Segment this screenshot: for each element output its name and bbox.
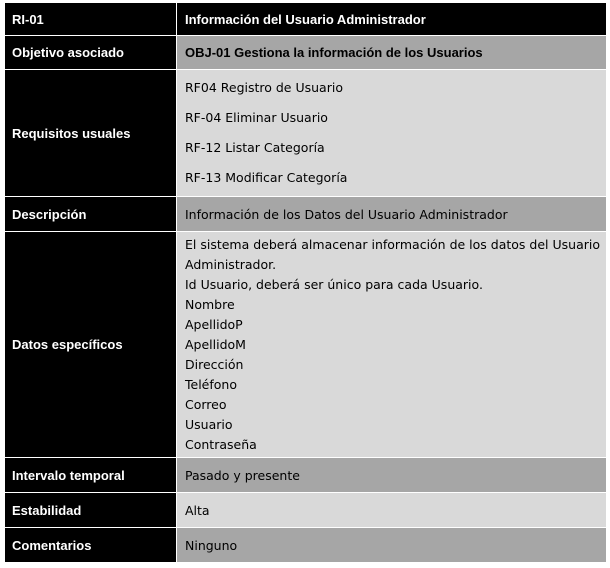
datos-row: [5, 232, 607, 458]
requirement-title: Información del Usuario Administrador: [177, 3, 607, 36]
datos-line: ApellidoP: [185, 316, 243, 332]
descripcion-value: Información de los Datos del Usuario Administrador: [177, 197, 607, 232]
datos-line: El sistema deberá almacenar información de los datos del Usuario Administrador.: [185, 236, 600, 272]
requisito-item: RF-13 Modificar Categoría: [185, 170, 348, 185]
descripcion-row: [5, 197, 607, 232]
descripcion-label: Descripción: [5, 197, 177, 232]
datos-line: Usuario: [185, 416, 233, 432]
header-row: [5, 3, 607, 36]
objetivo-row: [5, 36, 607, 70]
intervalo-value: Pasado y presente: [177, 458, 607, 493]
requisitos-value: [177, 70, 607, 197]
requirement-table: [4, 2, 607, 563]
requisitos-row: [5, 70, 607, 197]
requisito-item: RF-04 Eliminar Usuario: [185, 110, 328, 125]
requirement-id: RI-01: [5, 3, 177, 36]
datos-line: Correo: [185, 396, 227, 412]
datos-line: ApellidoM: [185, 336, 246, 352]
datos-line: Teléfono: [185, 376, 237, 392]
estabilidad-value: Alta: [177, 493, 607, 528]
datos-line: Nombre: [185, 296, 235, 312]
intervalo-label: Intervalo temporal: [5, 458, 177, 493]
datos-line: Contraseña: [185, 436, 257, 452]
requisito-item: RF-12 Listar Categoría: [185, 140, 325, 155]
requisito-item: RF04 Registro de Usuario: [185, 80, 343, 95]
comentarios-label: Comentarios: [5, 528, 177, 563]
requisitos-label: Requisitos usuales: [5, 70, 177, 197]
estabilidad-label: Estabilidad: [5, 493, 177, 528]
datos-value: [177, 232, 607, 458]
datos-label: Datos específicos: [5, 232, 177, 458]
objetivo-value: OBJ-01 Gestiona la información de los Usuarios: [177, 36, 607, 70]
comentarios-row: [5, 528, 607, 563]
intervalo-row: [5, 458, 607, 493]
datos-line: Dirección: [185, 356, 244, 372]
comentarios-value: Ninguno: [177, 528, 607, 563]
datos-line: Id Usuario, deberá ser único para cada Usuario.: [185, 276, 483, 292]
objetivo-label: Objetivo asociado: [5, 36, 177, 70]
estabilidad-row: [5, 493, 607, 528]
